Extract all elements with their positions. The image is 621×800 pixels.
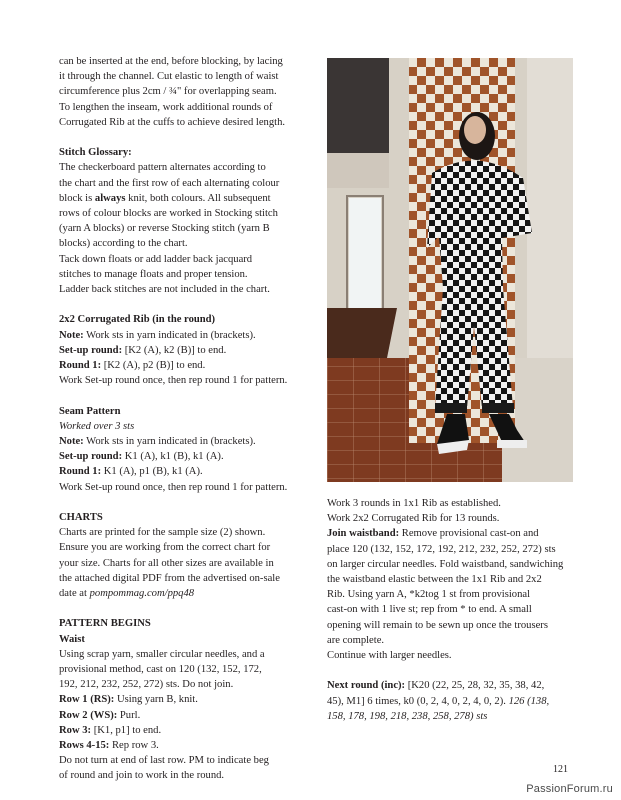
right-line: cast-on with 1 live st; rep from * to end. A small	[327, 604, 532, 616]
charts-line: Ensure you are working from the correct chart for	[59, 542, 271, 554]
intro-line: can be inserted at the end, before blocking, by lacing	[59, 56, 283, 67]
right-text-column	[327, 496, 573, 724]
glossary-line: rows of colour blocks are worked in Stocking stitch	[59, 208, 278, 220]
glossary-line: blocks) according to the chart.	[59, 238, 188, 250]
glossary-line: stitches to manage floats and proper tension.	[59, 268, 248, 280]
corrugated-rib-heading: 2x2 Corrugated Rib (in the round)	[59, 314, 216, 326]
seam-worked-over: Worked over 3 sts	[59, 420, 135, 432]
seam-repeat: Work Set-up round once, then rep round 1 for pattern.	[59, 481, 288, 493]
waist-line: 192, 212, 232, 252, 272) sts. Do not join.	[59, 679, 234, 691]
pattern-begins-heading: PATTERN BEGINS	[59, 618, 151, 630]
seam-setup-round: Set-up round: K1 (A), k1 (B), k1 (A).	[59, 451, 224, 463]
glossary-line: Ladder back stitches are not included in the chart.	[59, 284, 270, 296]
next-round-instruction: Next round (inc): [K20 (22, 25, 28, 32, 35, 38, 42,	[327, 680, 545, 692]
page-number: 121	[553, 764, 568, 775]
waist-line: of round and join to work in the round.	[59, 770, 225, 782]
right-line: Continue with larger needles.	[327, 650, 452, 662]
right-line: opening will remain to be sewn up once the trousers	[327, 619, 548, 631]
waist-line: provisional method, cast on 120 (132, 152, 172,	[59, 664, 262, 676]
charts-line: your size. Charts for all other sizes are available in	[59, 557, 274, 569]
charts-heading: CHARTS	[59, 512, 103, 524]
join-waistband-instruction: Join waistband: Remove provisional cast-on and	[327, 528, 539, 540]
rows-4-15-instruction: Rows 4-15: Rep row 3.	[59, 740, 159, 752]
waist-subheading: Waist	[59, 633, 85, 645]
right-line: place 120 (132, 152, 172, 192, 212, 232, 252, 272) sts	[327, 543, 556, 555]
next-round-stitch-count: 158, 178, 198, 218, 238, 258, 278) sts	[327, 710, 488, 722]
glossary-line: Tack down floats or add ladder back jacquard	[59, 253, 253, 265]
watermark: PassionForum.ru	[526, 783, 613, 795]
intro-line: circumference plus 2cm / ¾" for overlapping seam.	[59, 86, 277, 98]
row-3-instruction: Row 3: [K1, p1] to end.	[59, 724, 162, 736]
seam-round-1: Round 1: K1 (A), p1 (B), k1 (A).	[59, 466, 203, 478]
glossary-line: The checkerboard pattern alternates according to	[59, 162, 266, 174]
right-line: are complete.	[327, 634, 385, 646]
row-1-instruction: Row 1 (RS): Using yarn B, knit.	[59, 694, 198, 706]
glossary-heading: Stitch Glossary:	[59, 147, 132, 159]
seam-note: Note: Work sts in yarn indicated in (brackets).	[59, 436, 256, 448]
waist-line: Do not turn at end of last row. PM to indicate beg	[59, 755, 269, 767]
row-2-instruction: Row 2 (WS): Purl.	[59, 709, 141, 721]
intro-line: it through the channel. Cut elastic to length of waist	[59, 71, 279, 83]
charts-line: the attached digital PDF from the advertised on-sale	[59, 572, 280, 584]
corrugated-repeat: Work Set-up round once, then rep round 1 for pattern.	[59, 375, 288, 387]
glossary-line: (yarn A blocks) or reverse Stocking stitch (yarn B	[59, 223, 270, 235]
waist-line: Using scrap yarn, smaller circular needles, and a	[59, 648, 265, 660]
left-text-column	[59, 54, 309, 784]
corrugated-round-1: Round 1: [K2 (A), p2 (B)] to end.	[59, 360, 206, 372]
model-photo	[327, 58, 573, 482]
glossary-line: block is always knit, both colours. All subsequent	[59, 192, 271, 204]
corrugated-setup-round: Set-up round: [K2 (A), k2 (B)] to end.	[59, 344, 227, 356]
right-line: Work 2x2 Corrugated Rib for 13 rounds.	[327, 513, 500, 525]
right-line: on larger circular needles. Fold waistband, sandwiching	[327, 558, 564, 570]
intro-line: To lengthen the inseam, work additional rounds of	[59, 101, 273, 113]
charts-line: date at pompommag.com/ppq48	[59, 588, 195, 600]
right-line: Rib. Using yarn A, *k2tog 1 st from provisional	[327, 589, 531, 601]
corrugated-note: Note: Work sts in yarn indicated in (brackets).	[59, 329, 256, 341]
glossary-line: the chart and the first row of each alternating colour	[59, 177, 280, 189]
right-line: Work 3 rounds in 1x1 Rib as established.	[327, 498, 501, 509]
next-round-line: 45), M1] 6 times, k0 (0, 2, 4, 0, 2, 4, 0, 2). 126 (138,	[327, 695, 550, 707]
seam-pattern-heading: Seam Pattern	[59, 405, 121, 417]
right-line: the waistband elastic between the 1x1 Rib and 2x2	[327, 574, 542, 586]
charts-url: pompommag.com/ppq48	[89, 588, 195, 600]
charts-line: Charts are printed for the sample size (2) shown.	[59, 527, 266, 539]
intro-line: Corrugated Rib at the cuffs to achieve desired length.	[59, 116, 286, 128]
